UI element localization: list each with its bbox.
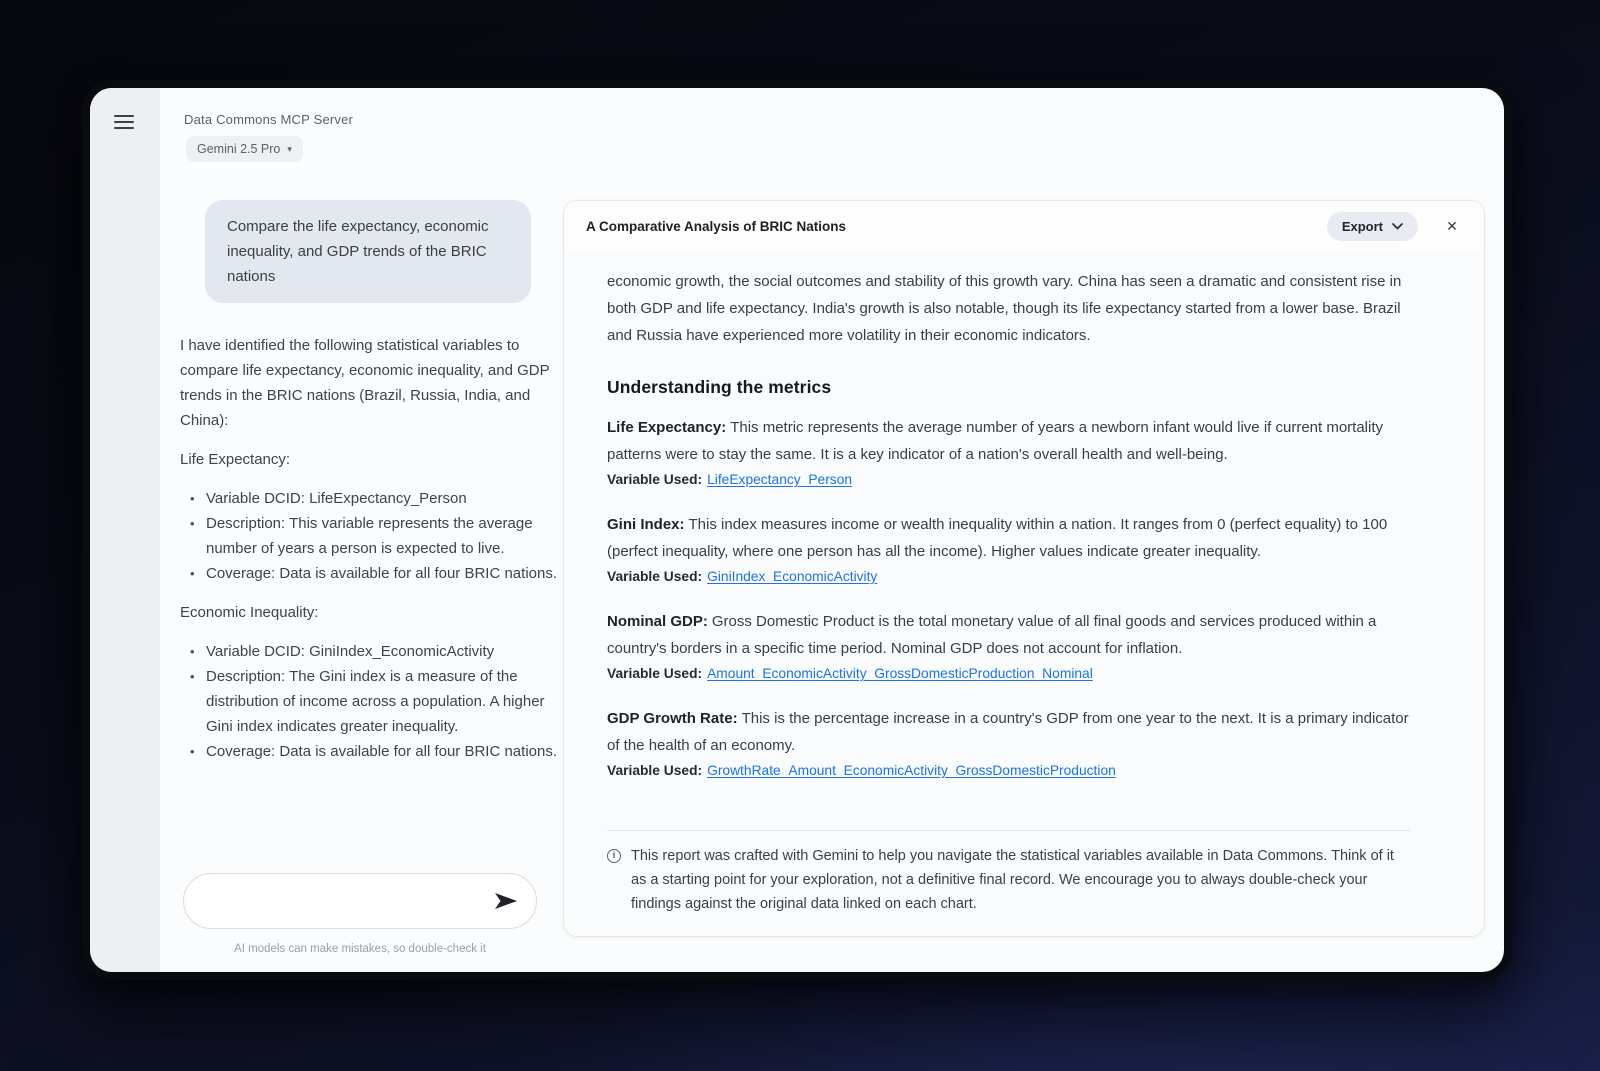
chevron-down-icon <box>1392 223 1403 230</box>
chat-input[interactable] <box>206 893 494 909</box>
divider <box>607 830 1410 831</box>
user-message-bubble: Compare the life expectancy, economic inequality, and GDP trends of the BRIC nations <box>205 200 531 303</box>
metric-block <box>607 608 1410 685</box>
ai-disclaimer: AI models can make mistakes, so double-check it <box>234 943 486 955</box>
chat-bullet-list <box>180 486 558 586</box>
chat-bullet-list <box>180 639 558 764</box>
metric-description: Gross Domestic Product is the total monetary value of all final goods and services produced within a country's borders in a specific time period. Nominal GDP does not account for inflation. <box>607 613 1377 657</box>
metric-block <box>607 705 1410 782</box>
info-icon: i <box>607 849 621 863</box>
assistant-intro: I have identified the following statistical variables to compare life expectancy, economic inequality, and GDP trends in the BRIC nations (Brazil, Russia, India, and China): <box>180 337 550 429</box>
report-panel <box>563 200 1485 937</box>
list-item: • Variable DCID: GiniIndex_EconomicActivity <box>190 639 558 664</box>
assistant-message <box>180 333 558 778</box>
report-header <box>564 201 1484 251</box>
footer-note-text: This report was crafted with Gemini to help you navigate the statistical variables available in Data Commons. Think of it as a starting point for your exploration, not a definitive final record. We encourage you to always double-check your findings against the original data linked on each chart. <box>631 848 1394 912</box>
metric-block <box>607 414 1410 491</box>
model-selector-label: Gemini 2.5 Pro <box>197 142 281 156</box>
model-selector[interactable] <box>186 136 303 162</box>
app-window-frame <box>82 80 1512 980</box>
chat-section-heading: Economic Inequality: <box>180 604 319 621</box>
list-item: • Description: The Gini index is a measure of the distribution of income across a population. A higher Gini index indicates greater inequality. <box>190 664 558 739</box>
close-icon[interactable]: ✕ <box>1446 217 1458 234</box>
chat-section-heading: Life Expectancy: <box>180 451 291 468</box>
variable-used-label: Variable Used: <box>607 763 703 778</box>
report-title: A Comparative Analysis of BRIC Nations <box>586 218 847 234</box>
report-footer-note <box>607 844 1410 916</box>
metric-name: GDP Growth Rate: <box>607 710 738 727</box>
variable-link[interactable]: GiniIndex_EconomicActivity <box>707 569 878 584</box>
metric-name: Nominal GDP: <box>607 613 708 630</box>
metric-name: Life Expectancy: <box>607 419 727 436</box>
chat-bottom-fade <box>161 803 571 875</box>
report-body <box>564 251 1484 937</box>
report-intro-paragraph: economic growth, the social outcomes and stability of this growth vary. China has seen a dramatic and consistent rise in both GDP and life expectancy. India's growth is also notable, though its life expectancy started from a lower base. Brazil and Russia have experienced more volatility in their economic indicators. <box>607 273 1402 344</box>
send-icon <box>494 892 518 910</box>
app-window <box>90 88 1504 972</box>
metric-description: This index measures income or wealth inequality within a nation. It ranges from 0 (perfect equality) to 100 (perfect inequality, where one person has all the income). Higher values indicate greater inequality. <box>607 516 1388 560</box>
left-rail <box>90 88 160 972</box>
metric-description: This is the percentage increase in a country's GDP from one year to the next. It is a primary indicator of the health of an economy. <box>607 710 1409 754</box>
export-button[interactable] <box>1327 212 1418 241</box>
variable-link[interactable]: Amount_EconomicActivity_GrossDomesticProduction_Nominal <box>707 666 1093 681</box>
variable-link[interactable]: LifeExpectancy_Person <box>707 472 853 487</box>
variable-used-label: Variable Used: <box>607 666 703 681</box>
list-item: • Variable DCID: LifeExpectancy_Person <box>190 486 558 511</box>
report-section-heading: Understanding the metrics <box>607 377 832 397</box>
caret-down-icon: ▾ <box>287 143 292 154</box>
export-button-label: Export <box>1341 218 1383 234</box>
list-item: • Description: This variable represents the average number of years a person is expected to live. <box>190 511 558 561</box>
metric-description: This metric represents the average number of years a newborn infant would live if current mortality patterns were to stay the same. It is a key indicator of a nation's overall health and well-being. <box>607 419 1384 463</box>
app-title: Data Commons MCP Server <box>184 112 354 127</box>
metric-block <box>607 511 1410 588</box>
chat-input-bar[interactable] <box>183 873 537 929</box>
metric-name: Gini Index: <box>607 516 685 533</box>
list-item: • Coverage: Data is available for all four BRIC nations. <box>190 561 558 586</box>
list-item: • Coverage: Data is available for all four BRIC nations. <box>190 739 558 764</box>
variable-link[interactable]: GrowthRate_Amount_EconomicActivity_GrossDomesticProduction <box>707 763 1116 778</box>
send-button[interactable] <box>494 892 518 910</box>
variable-used-label: Variable Used: <box>607 472 703 487</box>
variable-used-label: Variable Used: <box>607 569 703 584</box>
menu-icon[interactable] <box>114 115 134 129</box>
